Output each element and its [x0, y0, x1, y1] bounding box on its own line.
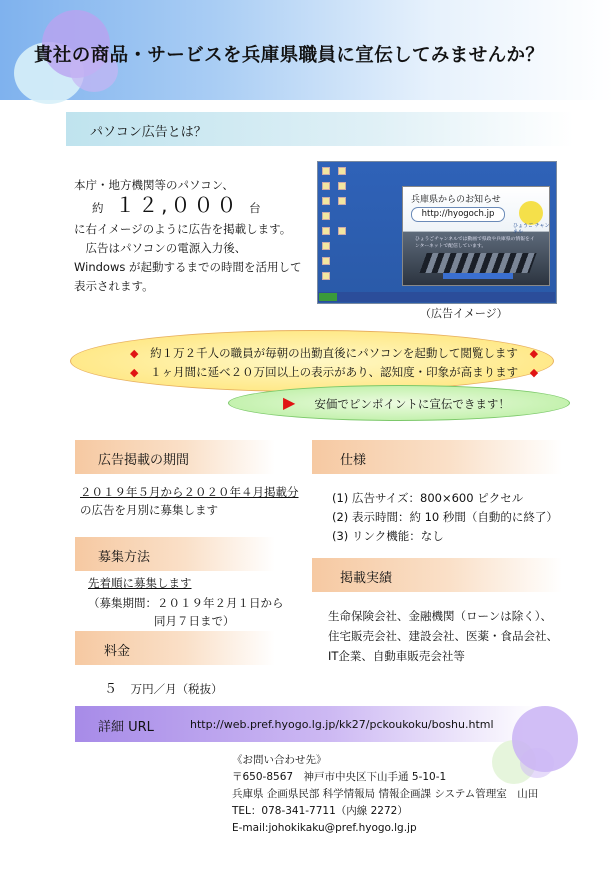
count-line: [92, 193, 261, 218]
ad-card-url: http://hyogoch.jp: [411, 207, 505, 222]
intro-line: に右イメージのように広告を掲載します。: [74, 222, 292, 236]
diamond-icon: ◆: [529, 347, 539, 360]
count-suffix: 台: [249, 201, 261, 215]
decor-bubble: [520, 748, 554, 778]
contact-title: 《お問い合わせ先》: [232, 754, 327, 766]
highlight-text: １ヶ月間に延べ２０万回以上の表示があり、認知度・印象が高まります: [150, 365, 519, 379]
spec-item: (3) リンク機能：なし: [332, 529, 444, 543]
desktop-icon: [338, 167, 346, 175]
contact-address: 〒650-8567 神戸市中央区下山手通 5-10-1: [232, 771, 447, 783]
record-line: 生命保険会社、金融機関（ローンは除く）、: [328, 609, 553, 623]
fee-line: [104, 680, 223, 699]
spec-item: (1) 広告サイズ：800×600 ピクセル: [332, 491, 524, 505]
section-heading-recruit: 募集方法: [98, 550, 151, 565]
desktop-icon: [338, 197, 346, 205]
desktop-icon: [322, 272, 330, 280]
taskbar: [318, 292, 555, 302]
record-line: IT企業、自動車販売会社等: [328, 649, 465, 663]
ad-card-banner: [443, 273, 513, 279]
desktop-icon: [322, 197, 330, 205]
desktop-icon: [338, 227, 346, 235]
arrow-right-icon: ▶: [283, 393, 296, 412]
ad-card-text: ひょうごチャンネルでは動画で県政や兵庫県の情報をインターネットで配信しています。: [415, 237, 535, 249]
desktop-icon: [322, 227, 330, 235]
intro-line: 表示されます。: [74, 279, 154, 293]
details-url-link[interactable]: http://web.pref.hyogo.lg.jp/kk27/pckoukoku/boshu.html: [190, 718, 494, 731]
fee-amount: ５: [104, 682, 118, 697]
count-prefix: 約: [92, 201, 104, 215]
highlight-item-1: [130, 344, 538, 363]
fee-unit: 万円／月（税抜）: [130, 682, 223, 696]
recruit-method: 先着順に募集します: [88, 576, 192, 590]
desktop-icon: [322, 242, 330, 250]
recruit-period: （募集期間：２０１９年２月１日から: [88, 596, 284, 610]
ad-card-logo-icon: [519, 201, 543, 225]
contact-tel: TEL：078-341-7711（内線 2272）: [232, 805, 408, 817]
film-strip-graphic: [419, 253, 536, 273]
desktop-icon: [322, 212, 330, 220]
contact-email-link[interactable]: E-mail:johokikaku@pref.hyogo.lg.jp: [232, 822, 417, 834]
section-heading-record: 掲載実績: [340, 571, 393, 586]
desktop-icon: [322, 257, 330, 265]
ad-image-caption: （広告イメージ）: [420, 307, 508, 320]
page-title: 貴社の商品・サービスを兵庫県職員に宣伝してみませんか？: [34, 45, 545, 66]
diamond-icon: ◆: [130, 366, 139, 379]
record-line: 住宅販売会社、建設会社、医薬・食品会社、: [328, 629, 558, 643]
start-button: [319, 293, 337, 301]
intro-line: 広告はパソコンの電源入力後、: [74, 241, 247, 255]
cta-line: [283, 393, 510, 414]
period-note: の広告を月別に募集します: [80, 503, 218, 517]
highlight-text: 約１万２千人の職員が毎朝の出勤直後にパソコンを起動して閲覧します: [150, 346, 518, 360]
section-heading-spec: 仕様: [340, 453, 367, 468]
diamond-icon: ◆: [130, 347, 139, 360]
period-range: ２０１９年５月から２０２０年４月掲載分: [80, 485, 299, 499]
ad-image-card: [402, 186, 550, 286]
ad-card-logo-text: ひょうご チャンネル: [513, 223, 550, 235]
cta-text: 安価でピンポイントに宣伝できます！: [314, 397, 510, 411]
desktop-icon: [322, 167, 330, 175]
section-heading-what-is: パソコン広告とは？: [90, 125, 207, 140]
desktop-icon: [322, 182, 330, 190]
section-heading-fee: 料金: [104, 644, 131, 659]
details-label: 詳細 URL: [98, 720, 154, 735]
ad-card-title: 兵庫県からのお知らせ: [411, 195, 501, 205]
intro-line: 本庁・地方機関等のパソコン、: [74, 178, 234, 192]
highlight-item-2: [130, 363, 538, 382]
diamond-icon: ◆: [529, 366, 539, 379]
count-number: １２,０００: [115, 193, 240, 217]
recruit-period: 同月７日まで）: [154, 614, 235, 628]
intro-line: Windows が起動するまでの時間を活用して: [74, 260, 302, 274]
contact-dept: 兵庫県 企画県民部 科学情報局 情報企画課 システム管理室 山田: [232, 788, 539, 800]
desktop-icon: [338, 182, 346, 190]
section-heading-period: 広告掲載の期間: [98, 453, 190, 468]
spec-item: (2) 表示時間：約 10 秒間（自動的に終了）: [332, 510, 558, 524]
